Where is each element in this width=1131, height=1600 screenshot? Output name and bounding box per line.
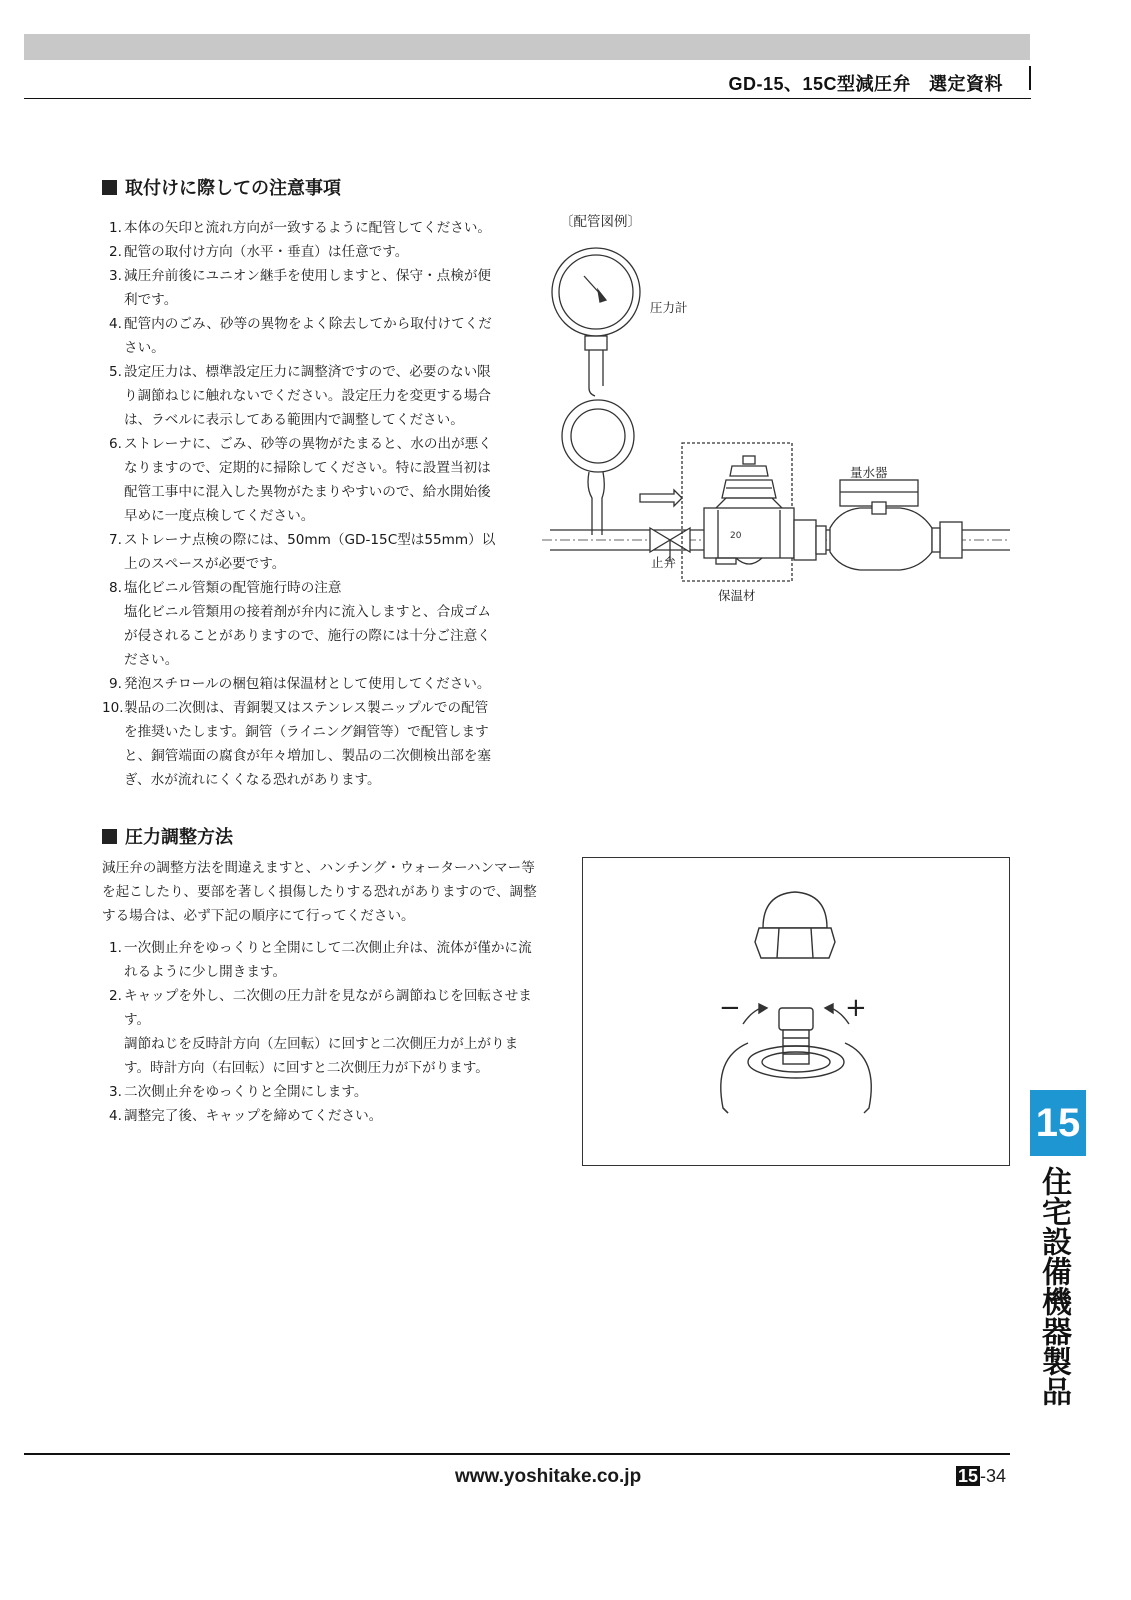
list-item-text: 塩化ビニル管類の配管施行時の注意 [124, 580, 342, 596]
page-chapter: 15 [958, 1466, 979, 1486]
list-item-text: 二次側止弁をゆっくりと全開にします。 [124, 1084, 368, 1100]
page-suffix: -34 [980, 1466, 1007, 1486]
header-tick [1029, 66, 1031, 90]
list-item-text: 設定圧力は、標準設定圧力に調整済ですので、必要のない限り調節ねじに触れないでください。設定圧力を変更する場合は、ラベルに表示してある範囲内で調整してください。 [124, 364, 492, 428]
section-heading-text: 圧力調整方法 [125, 827, 233, 848]
section-heading-installation [102, 174, 341, 200]
list-item-number: 3. [109, 268, 122, 284]
adjusting-screw-icon [748, 1008, 844, 1078]
flow-arrow-icon [640, 490, 682, 506]
installation-notes-list [102, 216, 500, 792]
list-item-number [102, 1032, 122, 1080]
square-bullet-icon [102, 829, 117, 844]
adjustment-diagram [583, 858, 1011, 1167]
list-item [102, 264, 500, 312]
page-number [956, 1466, 1006, 1487]
list-item-text: 塩化ビニル管類用の接着剤が弁内に流入しますと、合成ゴムが侵されることがありますので、施行の際には十分ご注意ください。 [124, 604, 492, 668]
label-stop-valve: 止弁 [651, 555, 677, 570]
list-item [102, 1080, 534, 1104]
list-item-number: 9. [109, 676, 122, 692]
header-rule [24, 98, 1031, 99]
header-doc-type: 選定資料 [929, 74, 1003, 94]
header-bar [24, 34, 1030, 60]
siphon-loop-icon [562, 400, 634, 535]
section-heading-pressure-adjustment [102, 823, 233, 849]
list-item [102, 216, 500, 240]
list-item-number [102, 600, 122, 672]
footer-url[interactable]: www.yoshitake.co.jp [455, 1466, 642, 1487]
list-item [102, 672, 500, 696]
list-item-text: 減圧弁前後にユニオン継手を使用しますと、保守・点検が便利です。 [124, 268, 492, 308]
list-item [102, 936, 534, 984]
list-item [102, 1104, 534, 1128]
label-pressure-gauge: 圧力計 [650, 300, 688, 315]
list-item-number: 2. [109, 988, 122, 1004]
list-item [102, 432, 500, 528]
adjustment-intro: 減圧弁の調整方法を間違えますと、ハンチング・ウォーターハンマー等を起こしたり、要部を著しく損傷したりする恐れがありますので、調整する場合は、必ず下記の順序にて行ってください。 [102, 860, 537, 924]
piping-figure-caption: 〔配管図例〕 [560, 214, 641, 230]
list-item [102, 360, 500, 432]
header-product: GD-15、15C型減圧弁 [728, 74, 911, 94]
chapter-tab: 15 [1030, 1090, 1086, 1156]
page-header-title [728, 70, 1003, 96]
union-fitting-icon [794, 520, 826, 560]
chapter-category: 住宅設備機器製品 [1036, 1166, 1071, 1406]
list-item-number: 4. [109, 1108, 122, 1124]
list-item-number: 3. [109, 1084, 122, 1100]
list-item-text: 調節ねじを反時計方向（左回転）に回すと二次側圧力が上がります。時計方向（右回転）に回すと二次側圧力が下がります。 [124, 1036, 519, 1076]
list-item-number: 5. [109, 364, 122, 380]
list-item [102, 576, 500, 600]
section-heading-text: 取付けに際しての注意事項 [125, 178, 341, 199]
list-item-text: 調整完了後、キャップを締めてください。 [124, 1108, 383, 1124]
list-item-number: 1. [109, 220, 122, 236]
list-item-number: 4. [109, 316, 122, 332]
list-item-number: 7. [109, 532, 122, 548]
list-item-text: 配管の取付け方向（水平・垂直）は任意です。 [124, 244, 409, 260]
square-bullet-icon [102, 180, 117, 195]
cap-nut-icon [755, 892, 835, 958]
adjustment-figure [582, 857, 1010, 1166]
list-item-text: 製品の二次側は、青銅製又はステンレス製ニップルでの配管を推奨いたします。銅管（ライニング銅管等）で配管しますと、銅管端面の腐食が年々増加し、製品の二次側検出部を塞ぎ、水が流れにくくなる恐れがあります。 [124, 700, 492, 788]
list-item-number: 10. [102, 700, 124, 716]
list-item [102, 1032, 534, 1080]
list-item-text: ストレーナ点検の際には、50mm（GD-15C型は55mm）以上のスペースが必要です。 [124, 532, 496, 572]
label-water-meter: 量水器 [850, 465, 888, 480]
label-insulation: 保温材 [718, 588, 756, 603]
list-item [102, 696, 500, 792]
list-item-text: 本体の矢印と流れ方向が一致するように配管してください。 [124, 220, 492, 236]
piping-diagram [540, 240, 1010, 600]
pressure-gauge-icon [552, 248, 640, 396]
list-item [102, 240, 500, 264]
list-item-text: 配管内のごみ、砂等の異物をよく除去してから取付けてください。 [124, 316, 492, 356]
reducing-valve-icon [704, 456, 794, 564]
adjustment-steps-list [102, 936, 534, 1128]
water-meter-icon [830, 480, 962, 570]
list-item-number: 6. [109, 436, 122, 452]
list-item [102, 528, 500, 576]
list-item-number: 8. [109, 580, 122, 596]
list-item [102, 312, 500, 360]
list-item-number: 1. [109, 940, 122, 956]
list-item [102, 984, 534, 1032]
list-item-text: 発泡スチロールの梱包箱は保温材として使用してください。 [124, 676, 491, 692]
valve-size-mark: 20 [730, 531, 742, 541]
list-item-text: 一次側止弁をゆっくりと全開にして二次側止弁は、流体が僅かに流れるように少し開きます。 [124, 940, 532, 980]
list-item [102, 600, 500, 672]
list-item-number: 2. [109, 244, 122, 260]
minus-sign: − [719, 993, 741, 1023]
list-item-text: キャップを外し、二次側の圧力計を見ながら調節ねじを回転させます。 [124, 988, 532, 1028]
plus-sign: + [845, 993, 867, 1023]
list-item-text: ストレーナに、ごみ、砂等の異物がたまると、水の出が悪くなりますので、定期的に掃除してください。特に設置当初は配管工事中に混入した異物がたまりやすいので、給水開始後早めに一度点検してください。 [124, 436, 492, 524]
footer-rule [24, 1453, 1010, 1455]
